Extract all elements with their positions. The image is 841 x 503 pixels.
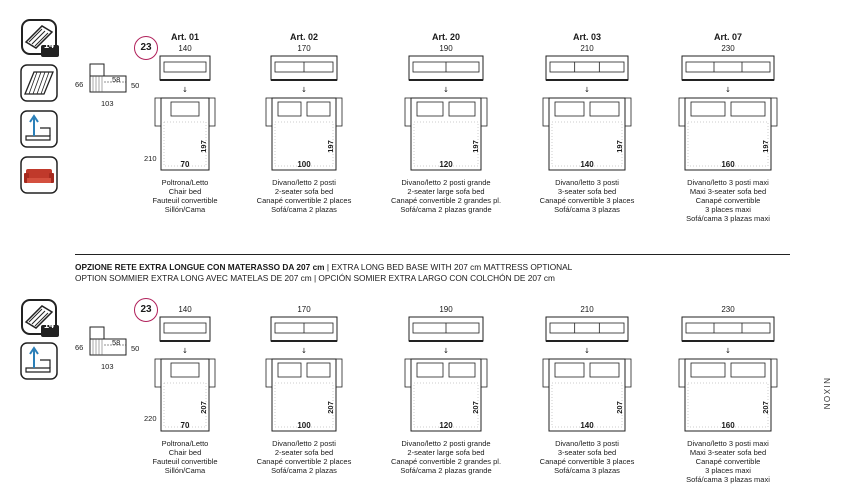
side-height-top: 50 xyxy=(131,81,140,90)
top-sofa-bed-drawing xyxy=(673,54,783,174)
bottom-sofa-bed-drawing xyxy=(399,315,493,435)
description-line: Divano/letto 3 posti xyxy=(555,178,619,187)
top-mattress-width: 140 xyxy=(580,160,594,169)
bottom-article-description xyxy=(658,439,798,484)
top-article-title: Art. 02 xyxy=(289,32,318,42)
top-article-description xyxy=(234,178,374,214)
sofa-icon xyxy=(20,156,56,192)
side-view-top xyxy=(88,62,128,101)
bottom-sofa-bed-drawing xyxy=(537,315,637,435)
description-line: Chair bed xyxy=(168,187,202,196)
description-line: Divano/letto 2 posti grande xyxy=(401,439,491,448)
description-line: Sofá/cama 2 plazas xyxy=(271,205,337,214)
svg-text:↓: ↓ xyxy=(301,347,307,355)
description-line: Fauteuil convertible xyxy=(152,457,218,466)
svg-text:↓: ↓ xyxy=(182,347,188,355)
bottom-bed-length: 207 xyxy=(614,401,624,414)
icon-badge-top: 14 xyxy=(43,40,54,50)
svg-text:↓: ↓ xyxy=(182,86,188,94)
bottom-mattress-width: 160 xyxy=(721,421,735,430)
side-width-top: 103 xyxy=(101,99,114,108)
bottom-sofa-bed-drawing xyxy=(673,315,783,435)
top-article-width: 230 xyxy=(721,44,735,53)
description-line: Sofá/cama 2 plazas grande xyxy=(400,466,492,475)
top-bed-length: 197 xyxy=(470,140,480,153)
description-line: 2-seater large sofa bed xyxy=(407,187,485,196)
bed-length-top: 210 xyxy=(144,154,157,163)
description-line: Chair bed xyxy=(168,448,202,457)
bottom-mattress-width: 140 xyxy=(580,421,594,430)
section-divider xyxy=(75,254,790,255)
description-line: 2-seater large sofa bed xyxy=(407,448,485,457)
bottom-article-width: 190 xyxy=(439,305,453,314)
top-bed-length: 197 xyxy=(760,140,770,153)
bottom-article-width: 210 xyxy=(580,305,594,314)
top-article-title: Art. 01 xyxy=(170,32,199,42)
bottom-bed-length: 207 xyxy=(470,401,480,414)
top-article-title: Art. 03 xyxy=(572,32,601,42)
bottom-article-description xyxy=(234,439,374,475)
top-article-width: 210 xyxy=(580,44,594,53)
description-line: Canapé convertible 3 places xyxy=(539,196,635,205)
description-line: 2-seater sofa bed xyxy=(274,187,334,196)
description-line: Maxi 3-seater sofa bed xyxy=(689,187,767,196)
description-line: Sofá/cama 3 plazas xyxy=(554,466,620,475)
svg-text:↓: ↓ xyxy=(301,86,307,94)
description-line: Divano/letto 3 posti xyxy=(555,439,619,448)
bottom-bed-length: 207 xyxy=(198,401,208,414)
svg-text:↓: ↓ xyxy=(443,347,449,355)
top-bed-length: 197 xyxy=(325,140,335,153)
description-line: Sofá/cama 2 plazas grande xyxy=(400,205,492,214)
top-sofa-bed-drawing xyxy=(399,54,493,174)
description-line: Sofá/cama 3 plazas xyxy=(554,205,620,214)
top-bed-length: 197 xyxy=(614,140,624,153)
icon-badge-bottom: 14 xyxy=(43,320,54,330)
top-article-title: Art. 07 xyxy=(713,32,742,42)
top-article-width: 140 xyxy=(178,44,192,53)
description-line: Canapé convertible 3 places xyxy=(539,457,635,466)
side-depth-bottom: 66 xyxy=(75,343,84,352)
bottom-bed-length: 207 xyxy=(760,401,770,414)
top-mattress-width: 160 xyxy=(721,160,735,169)
brand-label: NIXON xyxy=(822,378,831,411)
top-article-description xyxy=(658,178,798,223)
description-line: Sofá/cama 2 plazas xyxy=(271,466,337,475)
side-height-bottom: 50 xyxy=(131,344,140,353)
top-article-description xyxy=(517,178,657,214)
description-line: 3 places maxi xyxy=(705,466,751,475)
bottom-article-width: 230 xyxy=(721,305,735,314)
description-line: 3 places maxi xyxy=(705,205,751,214)
svg-text:↓: ↓ xyxy=(725,347,731,355)
top-sofa-bed-drawing xyxy=(260,54,348,174)
side-view-bottom xyxy=(88,325,128,364)
description-line: Divano/letto 2 posti xyxy=(272,178,336,187)
badge-bottom: 23 xyxy=(134,298,158,322)
bottom-bed-length: 207 xyxy=(325,401,335,414)
description-line: Canapé convertible 2 grandes pl. xyxy=(390,196,502,205)
svg-text:↓: ↓ xyxy=(584,86,590,94)
top-article-width: 170 xyxy=(297,44,311,53)
side-seat-top: 58 xyxy=(112,75,121,84)
bottom-mattress-width: 120 xyxy=(439,421,453,430)
note-line-1 xyxy=(75,262,572,273)
description-line: Poltrona/Letto xyxy=(161,439,209,448)
description-line: Divano/letto 3 posti maxi xyxy=(687,439,769,448)
description-line: Sofá/cama 3 plazas maxi xyxy=(686,475,770,484)
description-line: 3-seater sofa bed xyxy=(557,187,617,196)
description-line: Canapé convertible 2 grandes pl. xyxy=(390,457,502,466)
note-line-1-rest: | EXTRA LONG BED BASE WITH 207 cm MATTRESS OPTIONAL xyxy=(324,262,573,272)
top-sofa-bed-drawing xyxy=(537,54,637,174)
description-line: Sofá/cama 3 plazas maxi xyxy=(686,214,770,223)
bottom-mattress-width: 70 xyxy=(180,421,190,430)
description-line: Canapé convertible xyxy=(695,457,761,466)
bottom-article-description xyxy=(517,439,657,475)
description-line: Sillón/Cama xyxy=(164,205,206,214)
description-line: Canapé convertible 2 places xyxy=(256,457,352,466)
bottom-article-width: 140 xyxy=(178,305,192,314)
bed-length-bottom: 220 xyxy=(144,414,157,423)
description-line: Divano/letto 2 posti grande xyxy=(401,178,491,187)
top-sofa-bed-drawing xyxy=(149,54,221,174)
mechanism-icon xyxy=(20,110,56,146)
svg-text:↓: ↓ xyxy=(584,347,590,355)
description-line: Divano/letto 2 posti xyxy=(272,439,336,448)
description-line: Sillón/Cama xyxy=(164,466,206,475)
svg-text:↓: ↓ xyxy=(725,86,731,94)
note-line-1-bold: OPZIONE RETE EXTRA LONGUE CON MATERASSO DA 207 cm xyxy=(75,262,325,272)
bottom-article-width: 170 xyxy=(297,305,311,314)
note-line-2: OPTION SOMMIER EXTRA LONG AVEC MATELAS DE 207 cm | OPCIÓN SOMIER EXTRA LARGO CON COLCHÓN DE 207 cm xyxy=(75,273,555,283)
bed-frame-icon xyxy=(20,64,56,100)
svg-text:↓: ↓ xyxy=(443,86,449,94)
top-article-description xyxy=(376,178,516,214)
side-seat-bottom: 58 xyxy=(112,338,121,347)
top-mattress-width: 100 xyxy=(297,160,311,169)
description-line: Maxi 3-seater sofa bed xyxy=(689,448,767,457)
bottom-mattress-width: 100 xyxy=(297,421,311,430)
description-line: 3-seater sofa bed xyxy=(557,448,617,457)
top-bed-length: 197 xyxy=(198,140,208,153)
description-line: Poltrona/Letto xyxy=(161,178,209,187)
top-mattress-width: 120 xyxy=(439,160,453,169)
top-mattress-width: 70 xyxy=(180,160,190,169)
badge-top: 23 xyxy=(134,36,158,60)
description-line: Fauteuil convertible xyxy=(152,196,218,205)
mechanism-icon-bottom xyxy=(20,342,56,378)
description-line: 2-seater sofa bed xyxy=(274,448,334,457)
description-line: Canapé convertible 2 places xyxy=(256,196,352,205)
side-depth-top: 66 xyxy=(75,80,84,89)
top-article-width: 190 xyxy=(439,44,453,53)
side-width-bottom: 103 xyxy=(101,362,114,371)
bottom-sofa-bed-drawing xyxy=(149,315,221,435)
bottom-sofa-bed-drawing xyxy=(260,315,348,435)
description-line: Canapé convertible xyxy=(695,196,761,205)
bottom-article-description xyxy=(376,439,516,475)
top-article-title: Art. 20 xyxy=(431,32,460,42)
description-line: Divano/letto 3 posti maxi xyxy=(687,178,769,187)
